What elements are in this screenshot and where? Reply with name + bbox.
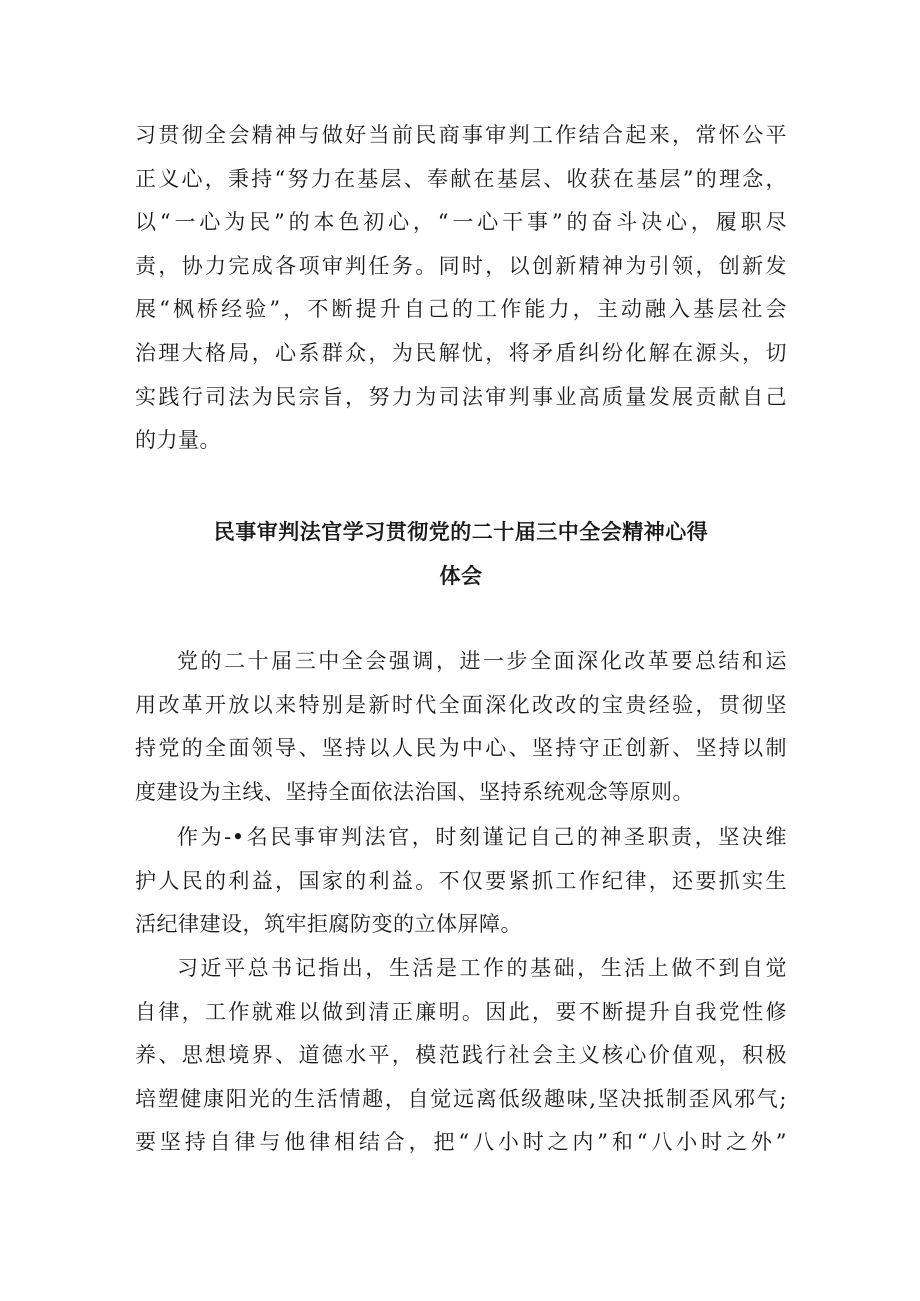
text-line: 度建设为主线、坚持全面依法治国、坚持系统观念等原则。 (135, 779, 694, 804)
text-line: 自律，工作就难以做到清正廉明。因此，要不断提升自我党性修 (135, 999, 787, 1024)
text-line: 作为-•名民事审判法官，时刻谨记自己的神圣职责，坚决维 (177, 825, 787, 849)
text-line: 持党的全面领导、坚持以人民为中心、坚持守正创新、坚持以制 (135, 736, 787, 761)
text-line: 习贯彻全会精神与做好当前民商事审判工作结合起来，常怀公平 (135, 123, 787, 147)
text-line: 护人民的利益，国家的利益。不仅要紧抓工作纪律，还要抓实生 (135, 868, 787, 893)
text-line: 活纪律建设，筑牢拒腐防变的立体屏障。 (135, 912, 522, 937)
text-line: 用改革开放以来特别是新时代全面深化改改的宝贵经验，贯彻坚 (135, 692, 787, 717)
text-line: 实践行司法为民宗旨，努力为司法审判事业高质量发展贡献自己 (135, 384, 787, 409)
section-continuation-paragraph (135, 114, 787, 463)
text-line: 以“一心为民”的本色初心，“一心干事”的奋斗决心，履职尽 (135, 210, 787, 235)
text-line: 养、思想境界、道德水平，模范践行社会主义核心价值观，积极 (135, 1043, 787, 1068)
text-line: 习近平总书记指出，生活是工作的基础，生活上做不到自觉 (177, 956, 787, 980)
text-line: 责，协力完成各项审判任务。同时，以创新精神为引领，创新发 (135, 253, 787, 278)
title-line-1: 民事审判法官学习贯彻党的二十届三中全会精神心得 (213, 520, 709, 544)
paragraph-reform-principles (135, 640, 787, 814)
text-line: 要坚持自律与他律相结合，把“八小时之内”和“八小时之外” (135, 1130, 787, 1155)
text-line: 正义心，秉持“努力在基层、奉献在基层、收获在基层”的理念， (135, 166, 787, 191)
text-line: 展“枫桥经验”，不断提升自己的工作能力，主动融入基层社会 (135, 297, 787, 322)
text-line: 培塑健康阳光的生活情趣，自觉远离低级趣味,坚决抵制歪风邪气; (135, 1086, 787, 1111)
article-title (135, 510, 787, 598)
paragraph-judge-duty (135, 816, 787, 947)
text-line: 治理大格局，心系群众，为民解忧，将矛盾纠纷化解在源头，切 (135, 340, 787, 365)
title-line-2: 体会 (439, 564, 483, 588)
text-line: 的力量。 (135, 428, 221, 453)
paragraph-self-discipline (135, 947, 787, 1165)
text-line: 党的二十届三中全会强调，进一步全面深化改革要总结和运 (177, 649, 787, 673)
